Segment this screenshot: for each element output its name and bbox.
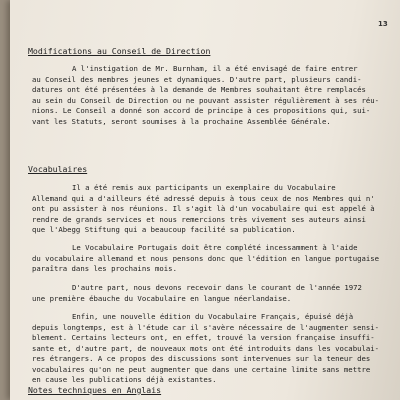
paragraph-vocabulaire-francais	[32, 312, 379, 386]
text-line: datures ont été présentées à la demande de Membres souhaitant être remplacés	[32, 85, 366, 94]
text-line: rendre de grands services et nous remercions très vivement ses auteurs ainsi	[32, 214, 366, 224]
text-line: A l'instigation de Mr. Burnham, il a été envisagé de faire entrer	[72, 64, 358, 73]
paragraph-vocabulaire-portugais	[32, 243, 379, 275]
text-line: une première ébauche du Vocabulaire en langue néerlandaise.	[32, 293, 292, 303]
text-line: vocabulaires qu'on ne peut augmenter que dans une certaine limite sans mettre	[32, 364, 371, 374]
text-line: au sein du Conseil de Direction ou ne pouvant assister régulièrement à ses réu-	[32, 95, 380, 105]
text-line: nions. Le Conseil a donné son accord de principe à ces propositions qui, sui-	[32, 106, 371, 115]
text-line: que l'Abegg Stiftung qui a beaucoup facilité sa publication.	[32, 225, 296, 234]
text-line: Le Vocabulaire Portugais doit être complété incessamment à l'aide	[72, 243, 358, 252]
page-number: 13	[378, 20, 388, 28]
section-heading-notes-techniques: Notes techniques en Anglais	[28, 385, 162, 395]
section-heading-vocabulaires: Vocabulaires	[28, 164, 88, 174]
paragraph-vocabulaire-neerlandais	[32, 283, 362, 304]
section-heading-conseil: Modifications au Conseil de Direction	[28, 46, 211, 56]
text-line: Allemand qui a d'ailleurs été adressé depuis à tous ceux de nos Membres qui n'	[32, 193, 375, 203]
text-line: en cause les publications déjà existantes.	[32, 375, 217, 384]
text-line: Il a été remis aux participants un exemplaire du Vocabulaire	[72, 183, 336, 192]
text-line: depuis longtemps, est à l'étude car il s'avère nécessaire de l'augmenter sensi-	[32, 322, 380, 332]
paragraph-vocabulaire-allemand	[32, 183, 375, 236]
text-line: vant les Statuts, seront soumises à la prochaine Assemblée Générale.	[32, 116, 331, 126]
text-line: du vocabulaire allemand et nous pensons donc que l'édition en langue portugaise	[32, 253, 380, 263]
text-line: ont pu assister à nos réunions. Il s'agit là d'un vocabulaire qui est appelé à	[32, 204, 375, 213]
text-line: au Conseil des membres jeunes et dynamiques. D'autre part, plusieurs candi-	[32, 74, 362, 84]
text-line: sante et, d'autre part, de nouveaux mots ont été introduits dans les vocabulai-	[32, 343, 380, 353]
text-line: Enfin, une nouvelle édition du Vocabulaire Français, épuisé déjà	[72, 312, 354, 321]
text-line: paraîtra dans les prochains mois.	[32, 264, 177, 273]
text-line: blement. Certains lecteurs ont, en effet, trouvé la version française insuffi-	[32, 333, 375, 342]
paragraph-conseil	[32, 64, 379, 127]
text-line: res étrangers. A ce propos des discussions sont intervenues sur la teneur des	[32, 354, 371, 363]
document-page	[10, 0, 400, 400]
text-line: D'autre part, nous devons recevoir dans le courant de l'année 1972	[72, 283, 362, 292]
